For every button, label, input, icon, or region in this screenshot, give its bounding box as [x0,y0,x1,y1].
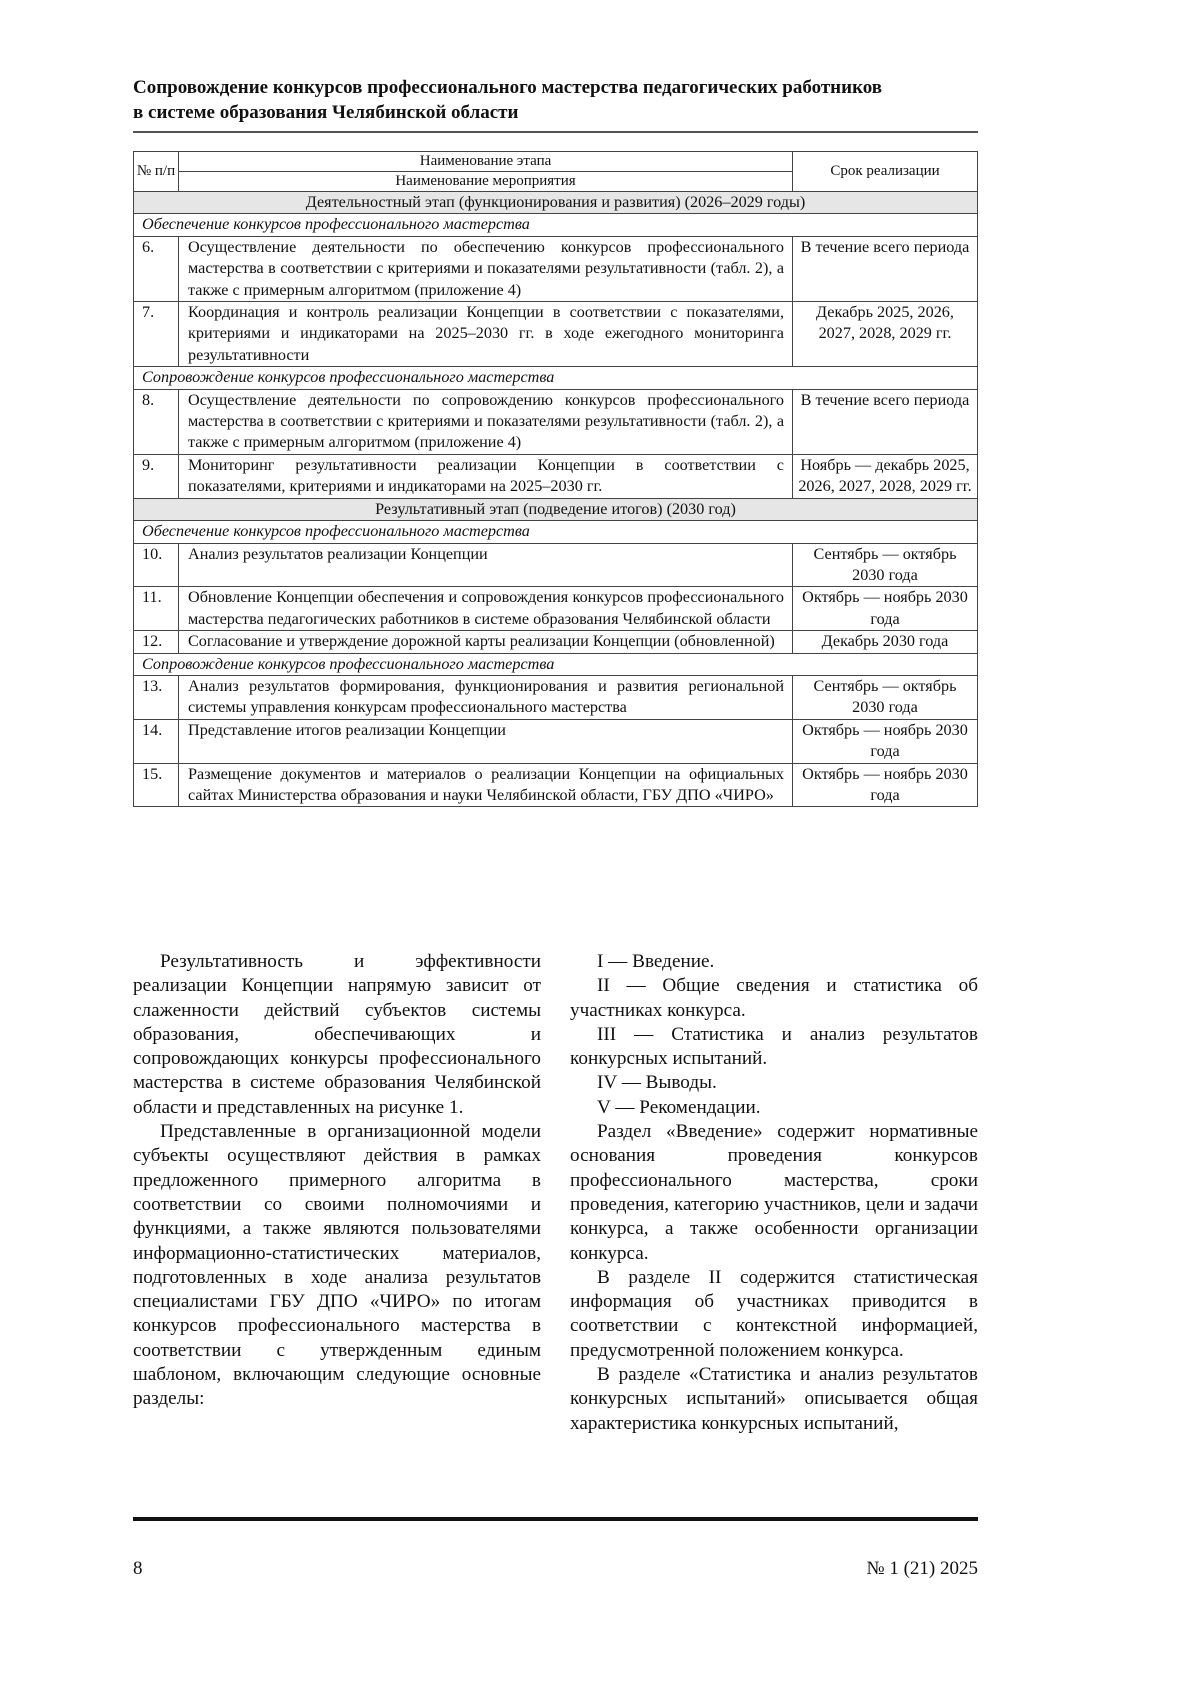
group-title: Обеспечение конкурсов профессионального мастерства [134,214,978,236]
paragraph: В разделе II содержится статистическая информация об участниках приводится в соответствии с контекстной информацией, предусмотренной положением конкурса. [570,1266,978,1361]
paragraph: IV — Выводы. [597,1072,717,1094]
stage-title: Результативный этап (подведение итогов) (2030 год) [134,498,978,520]
row-number: 14. [134,719,179,763]
table-row [134,302,978,367]
row-number: 12. [134,631,179,653]
running-head-line1: Сопровождение конкурсов профессионального мастерства педагогических работников [133,77,883,98]
group-row [134,214,978,236]
row-period: Сентябрь — октябрь 2030 года [793,675,978,719]
row-description: Координация и контроль реализации Концепции в соответствии с показателями, критериями и индикаторами на 2025–2030 гг. в ходе ежегодного мониторинга результативности [179,302,793,367]
body-column-right [570,950,978,1436]
table-row [134,587,978,631]
group-title: Сопровождение конкурсов профессионального мастерства [134,367,978,389]
footer-rule [133,1517,978,1521]
group-row [134,653,978,675]
table-row [134,675,978,719]
header-num-label: № п/п [136,163,176,179]
table-row [134,631,978,653]
table-header-row [134,152,978,172]
table-row [134,454,978,498]
header-stage-name: Наименование этапа [179,152,793,172]
row-period: Сентябрь — октябрь 2030 года [793,543,978,587]
body-column-left [133,950,541,1436]
row-number: 9. [134,454,179,498]
table-row [134,763,978,807]
row-description: Осуществление деятельности по обеспечению конкурсов профессионального мастерства в соответствии с критериями и показателями результативности (табл. 2), а также с примерным алгоритмом (приложение 4) [179,236,793,301]
row-description: Анализ результатов реализации Концепции [179,543,793,587]
header-num [134,152,179,192]
stage-row [134,192,978,214]
group-row [134,521,978,543]
paragraph: Раздел «Введение» содержит нормативные основания проведения конкурсов профессионального мастерства, сроки проведения, категорию участников, цели и задачи конкурса, а также особенности организации конкурса. [570,1121,978,1264]
paragraph: II — Общие сведения и статистика об участниках конкурса. [570,975,978,1021]
running-head-line2: в системе образования Челябинской области [133,102,519,123]
body-text [133,950,978,1436]
row-period: Октябрь — ноябрь 2030 года [793,763,978,807]
row-description: Обновление Концепции обеспечения и сопровождения конкурсов профессионального мастерства педагогических работников в системе образования Челябинской области [179,587,793,631]
row-number: 15. [134,763,179,807]
paragraph: Результативность и эффективности реализации Концепции напрямую зависит от слаженности действий субъектов системы образования, обеспечивающих и сопровождающих конкурсы профессионального мастерства в системе образования Челябинской области и представленных на рисунке 1. [133,951,541,1118]
issue-number: № 1 (21) 2025 [866,1558,978,1579]
row-number: 13. [134,675,179,719]
row-description: Осуществление деятельности по сопровождению конкурсов профессионального мастерства в соответствии с критериями и показателями результативности (табл. 2), а также с примерным алгоритмом (приложение 4) [179,389,793,454]
page-number: 8 [133,1558,143,1579]
row-period: Декабрь 2030 года [793,631,978,653]
row-description: Анализ результатов формирования, функционирования и развития региональной системы управления конкурсам профессионального мастерства [179,675,793,719]
paragraph: I — Введение. [597,951,715,972]
row-description: Согласование и утверждение дорожной карты реализации Концепции (обновленной) [179,631,793,653]
row-description: Представление итогов реализации Концепции [179,719,793,763]
row-period: В течение всего периода [793,389,978,454]
row-period: Октябрь — ноябрь 2030 года [793,587,978,631]
paragraph: V — Рекомендации. [597,1096,761,1118]
row-period: Октябрь — ноябрь 2030 года [793,719,978,763]
group-row [134,367,978,389]
roadmap-table [133,151,978,807]
header-rule [133,131,978,133]
table-row [134,389,978,454]
row-number: 8. [134,389,179,454]
group-title: Обеспечение конкурсов профессионального мастерства [134,521,978,543]
row-description: Размещение документов и материалов о реализации Концепции на официальных сайтах Министерства образования и науки Челябинской области, ГБУ ДПО «ЧИРО» [179,763,793,807]
row-number: 10. [134,543,179,587]
row-period: Декабрь 2025, 2026, 2027, 2028, 2029 гг. [793,302,978,367]
running-head [133,75,978,125]
table-row [134,719,978,763]
paragraph: III — Статистика и анализ результатов конкурсных испытаний. [570,1023,978,1070]
table-row [134,543,978,587]
paragraph: Представленные в организационной модели субъекты осуществляют действия в рамках предложенного примерного алгоритма в соответствии со своими полномочиями и функциями, а также являются пользователями информационно-статистических материалов, подготовленных в ходе анализа результатов специалистами ГБУ ДПО «ЧИРО» по итогам конкурсов профессионального мастерства в соответствии с утвержденным единым шаблоном, включающим следующие основные разделы: [133,1121,541,1410]
header-event-name: Наименование мероприятия [179,172,793,192]
paragraph: В разделе «Статистика и анализ результатов конкурсных испытаний» описывается общая характеристика конкурсных испытаний, [570,1364,978,1434]
stage-title: Деятельностный этап (функционирования и развития) (2026–2029 годы) [134,192,978,214]
group-title: Сопровождение конкурсов профессионального мастерства [134,653,978,675]
row-period: В течение всего периода [793,236,978,301]
table-row [134,236,978,301]
header-period: Срок реализации [793,152,978,192]
row-period: Ноябрь — декабрь 2025, 2026, 2027, 2028, 2029 гг. [793,454,978,498]
row-number: 11. [134,587,179,631]
row-description: Мониторинг результативности реализации Концепции в соответствии с показателями, критериями и индикаторами на 2025–2030 гг. [179,454,793,498]
stage-row [134,498,978,520]
row-number: 6. [134,236,179,301]
row-number: 7. [134,302,179,367]
